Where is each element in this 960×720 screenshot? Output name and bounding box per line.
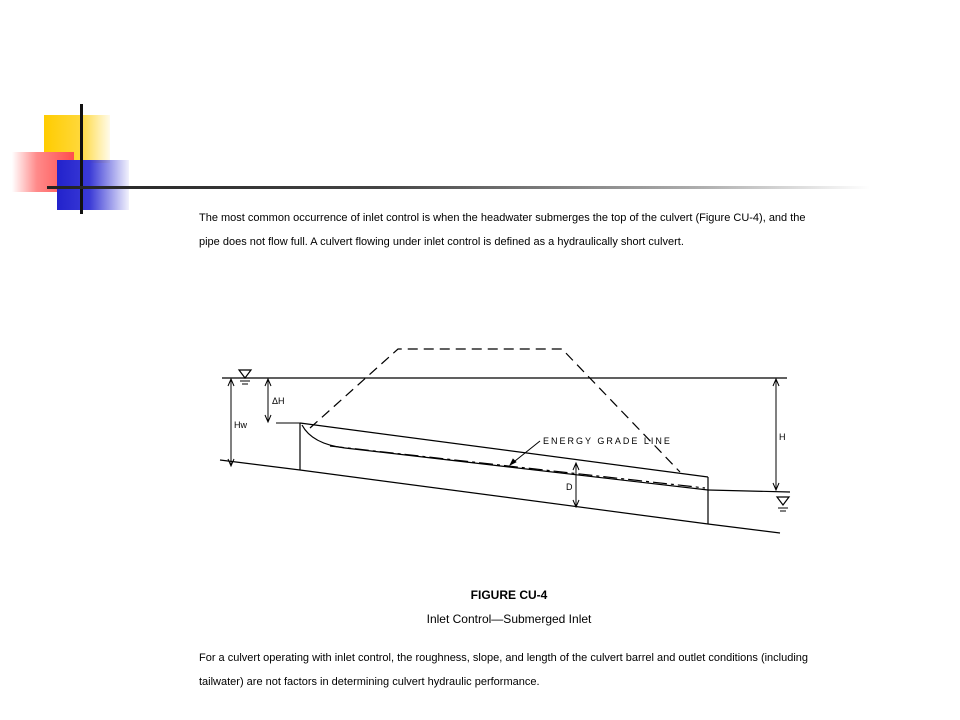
- hw-label: Hw: [234, 420, 247, 430]
- conclusion-paragraph: For a culvert operating with inlet control, the roughness, slope, and length of the culvert barrel and outlet conditions (including tailwater) are not factors in determining culvert hydraulic performance.: [199, 652, 809, 688]
- figure-title: FIGURE CU-4: [470, 588, 548, 602]
- tailwater-level-symbol: [777, 497, 789, 505]
- embankment-outline: [310, 349, 680, 472]
- d-label: D: [566, 482, 573, 492]
- headwater-level-symbol: [239, 370, 251, 378]
- h-label: H: [779, 432, 786, 442]
- delta-h-label: ΔH: [272, 396, 285, 406]
- ground-upstream: [220, 460, 300, 470]
- figure-caption: Inlet Control—Submerged Inlet: [426, 612, 592, 626]
- ground-downstream: [708, 524, 780, 533]
- culvert-bottom: [300, 470, 708, 524]
- water-surface-inside: [302, 425, 708, 490]
- energy-grade-line-label: ENERGY GRADE LINE: [543, 436, 672, 446]
- intro-paragraph: The most common occurrence of inlet control is when the headwater submerges the top of the culvert (Figure CU-4), and the pipe does not flow full. A culvert flowing under inlet control is defined as a hydraulically short culvert.: [199, 212, 806, 248]
- tailwater-surface-line: [708, 490, 790, 492]
